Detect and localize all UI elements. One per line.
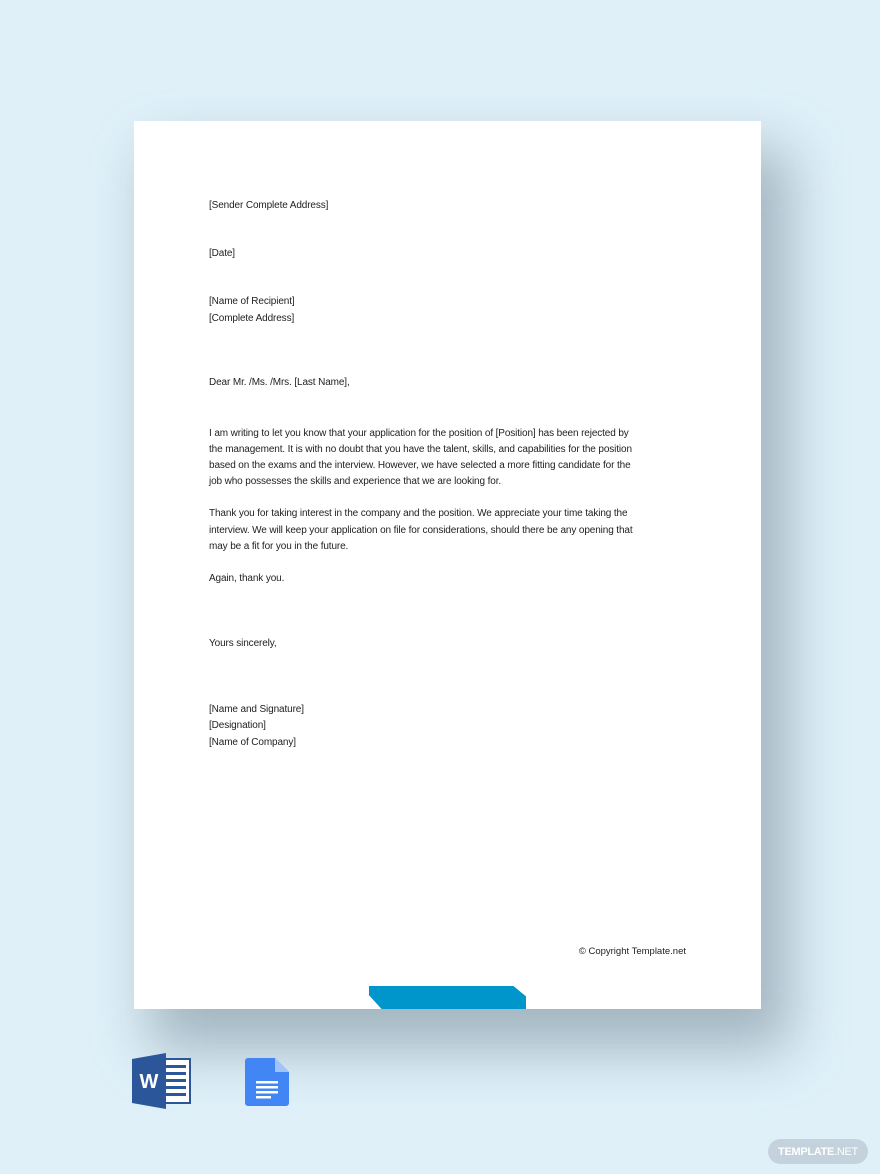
letter-page <box>134 121 761 1009</box>
template-net-badge[interactable] <box>768 1139 868 1164</box>
paragraph-1-line: I am writing to let you know that your application for the position of [Position] has been rejected by <box>209 428 629 439</box>
copyright: © Copyright Template.net <box>578 946 686 957</box>
word-icon[interactable] <box>132 1053 194 1109</box>
paragraph-2-line: interview. We will keep your application on file for considerations, should there be any opening that <box>209 525 633 536</box>
designation: [Designation] <box>209 720 266 731</box>
svg-text:W: W <box>139 1071 159 1093</box>
badge-suffix: .NET <box>834 1145 858 1158</box>
paragraph-2-line: Thank you for taking interest in the company and the position. We appreciate your time taking the <box>209 508 628 519</box>
accent-tab <box>369 986 526 1009</box>
paragraph-1-line: the management. It is with no doubt that you have the talent, skills, and capabilities for the position <box>209 444 632 455</box>
badge-brand: TEMPLATE <box>778 1145 835 1158</box>
paragraph-1-line: job who possesses the skills and experience that we are looking for. <box>209 476 502 487</box>
recipient-name: [Name of Recipient] <box>209 296 295 307</box>
closing: Yours sincerely, <box>209 638 277 649</box>
date: [Date] <box>209 248 235 259</box>
sender-address: [Sender Complete Address] <box>209 200 329 211</box>
paragraph-2-line: may be a fit for you in the future. <box>209 541 349 552</box>
signature: [Name and Signature] <box>209 704 304 715</box>
paragraph-3: Again, thank you. <box>209 573 285 584</box>
salutation: Dear Mr. /Ms. /Mrs. [Last Name], <box>209 377 350 388</box>
google-docs-icon[interactable] <box>245 1058 289 1106</box>
paragraph-1-line: based on the exams and the interview. However, we have selected a more fitting candidate for the <box>209 460 631 471</box>
recipient-address: [Complete Address] <box>209 313 295 324</box>
company-name: [Name of Company] <box>209 737 296 748</box>
